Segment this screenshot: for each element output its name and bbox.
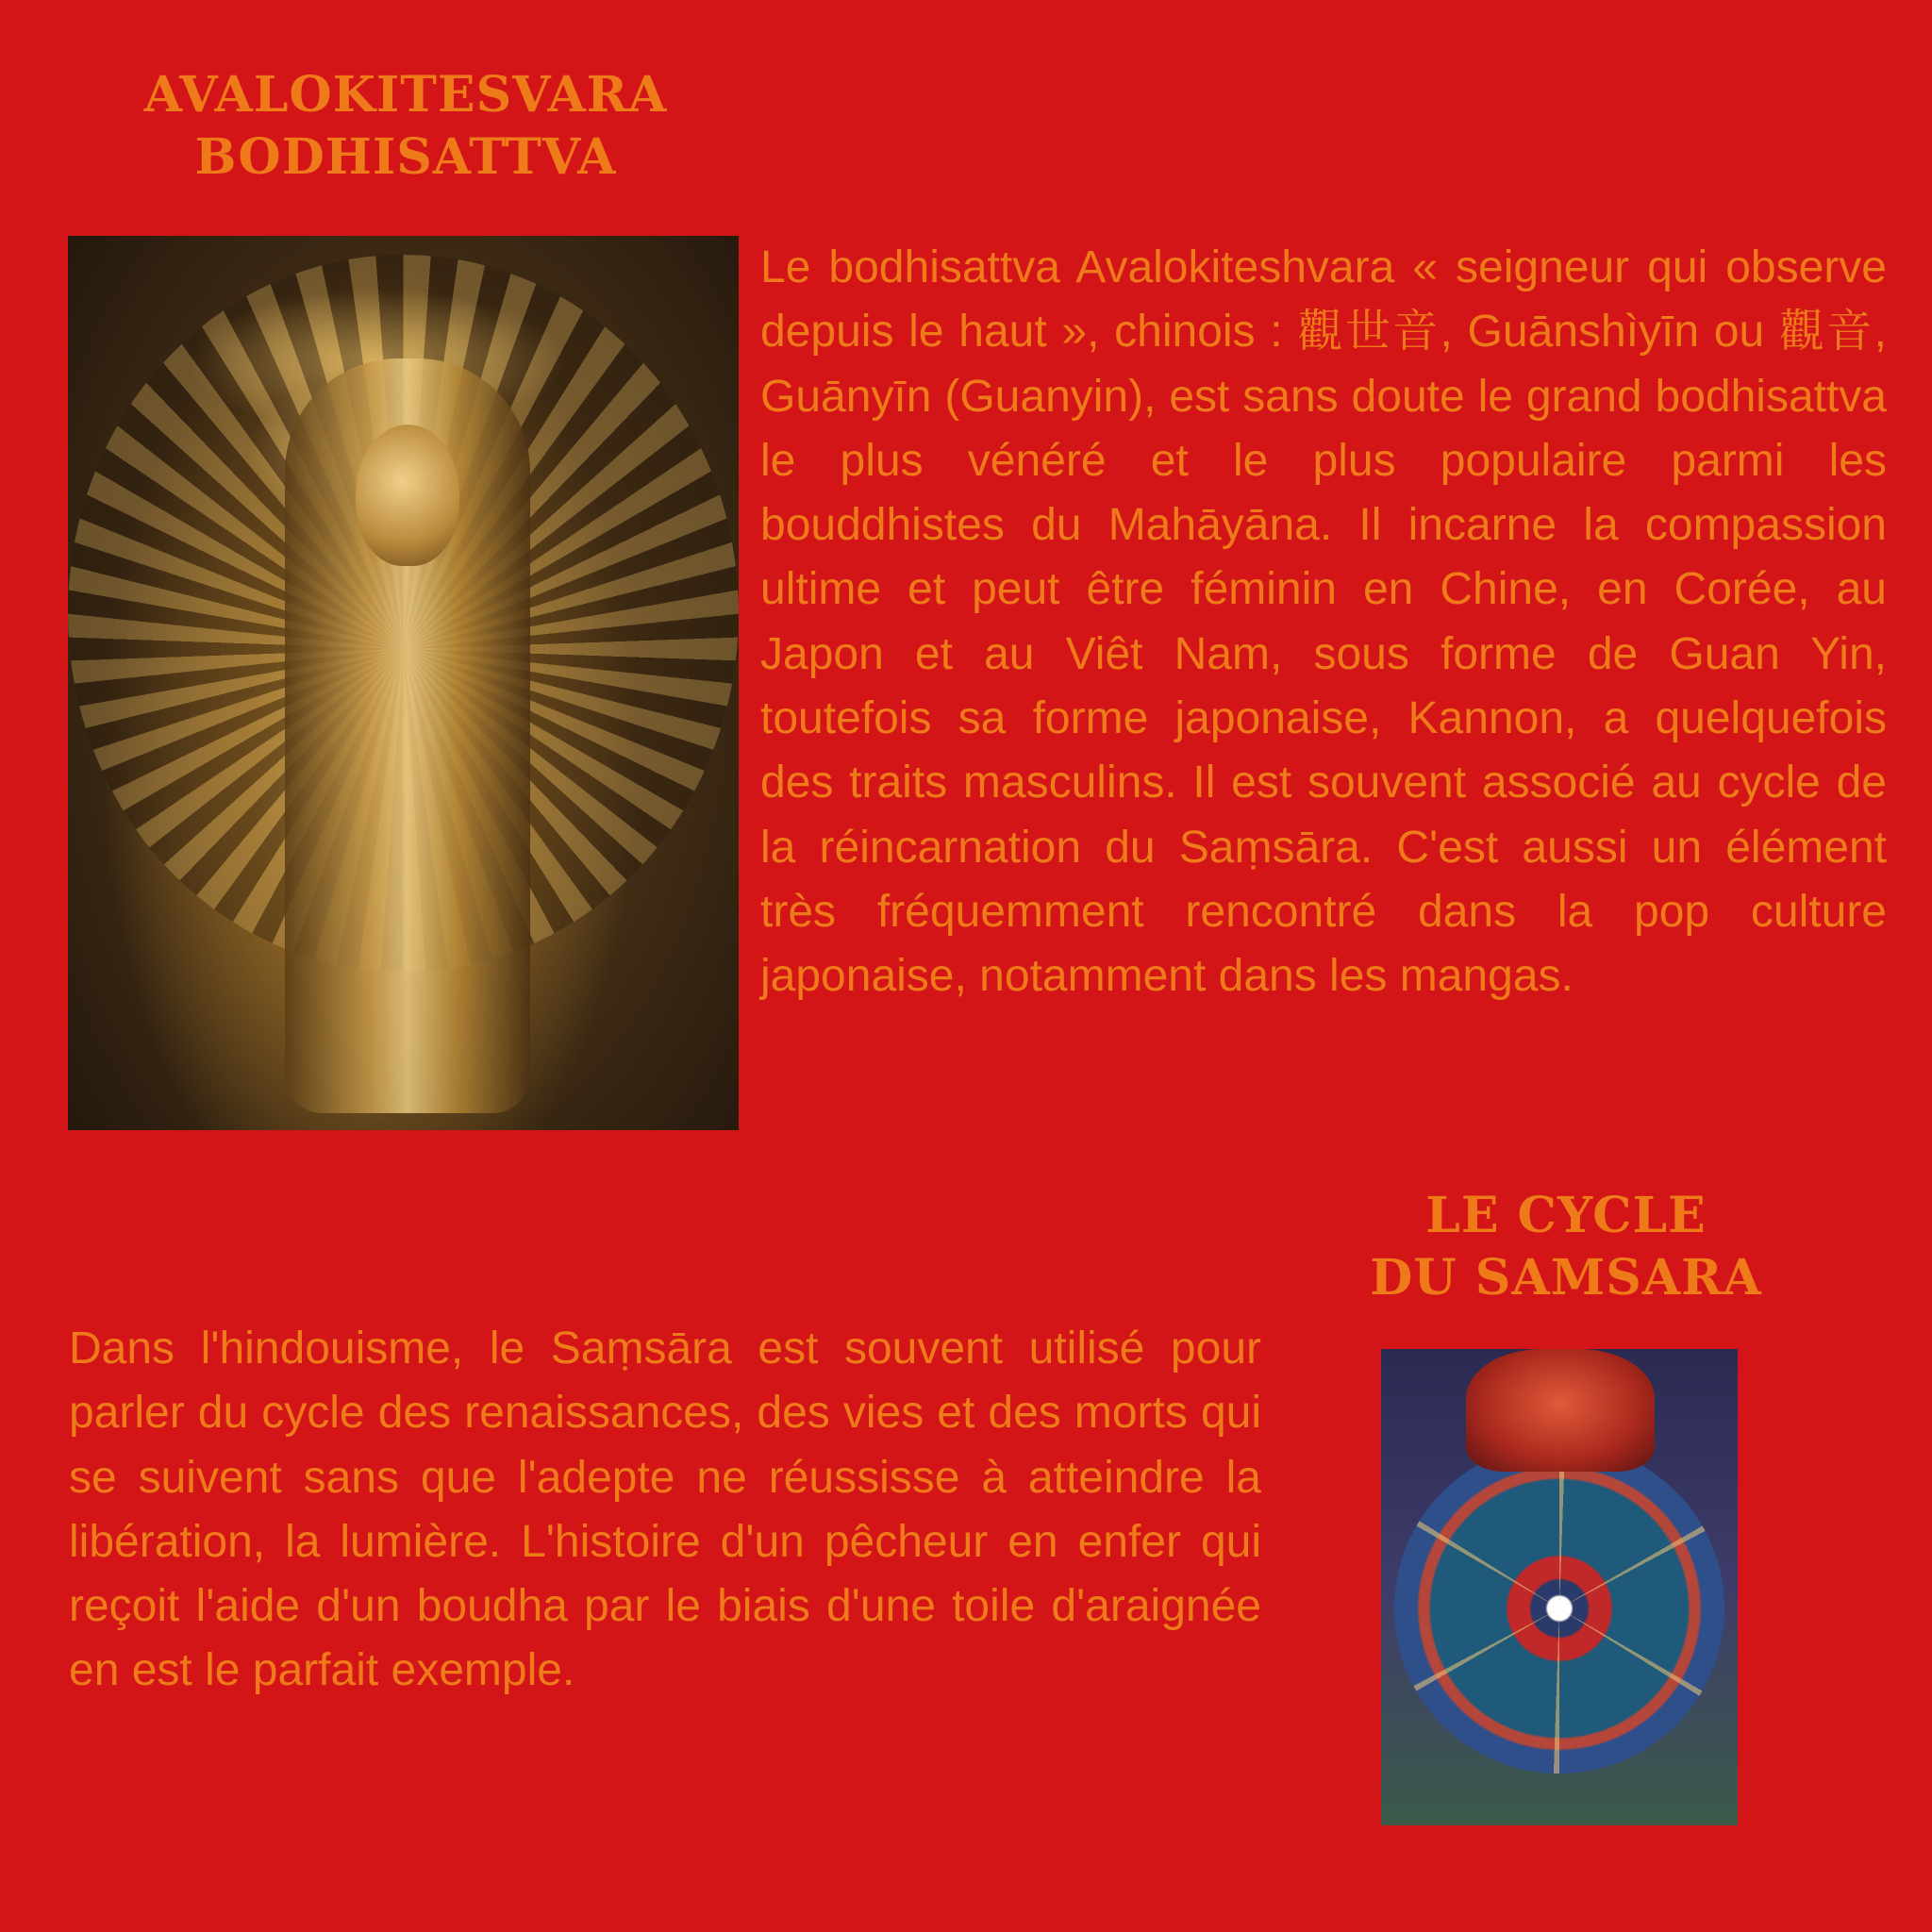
- avalokitesvara-paragraph: Le bodhisattva Avalokiteshvara « seigneur qui observe depuis le haut », chinois : 觀世音, Guānshìyīn ou 觀音, Guānyīn (Guanyin), est sans doute le grand bodhisattva le plus vénéré et le plus populaire parmi les bouddhistes du Mahāyāna. Il incarne la compassion ultime et peut être féminin en Chine, en Corée, au Japon et au Viêt Nam, sous forme de Guan Yin, toutefois sa forme japonaise, Kannon, a quelquefois des traits masculins. Il est souvent associé au cycle de la réincarnation du Saṃsāra. C'est aussi un élément très fréquemment rencontré dans la pop culture japonaise, notamment dans les mangas.: [760, 242, 1887, 1002]
- wheel-spokes: [1394, 1443, 1724, 1774]
- wheel-demon-head: [1466, 1349, 1655, 1472]
- samsara-title-line-1: LE CYCLE: [1425, 1187, 1707, 1244]
- samsara-title-line-2: DU SAMSARA: [1370, 1249, 1762, 1307]
- samsara-title: [1302, 1185, 1830, 1309]
- avalokitesvara-title-line-2: BODHISATTVA: [194, 128, 617, 186]
- avalokitesvara-title: [94, 64, 717, 189]
- avalokitesvara-statue-image: [68, 236, 739, 1130]
- statue-head: [356, 425, 459, 566]
- wheel-of-life-thangka-image: [1381, 1349, 1738, 1825]
- avalokitesvara-title-line-1: AVALOKITESVARA: [143, 66, 668, 124]
- samsara-paragraph: Dans l'hindouisme, le Saṃsāra est souvent utilisé pour parler du cycle des renaissances, des vies et des morts qui se suivent sans que l'adepte ne réussisse à atteindre la libération, la lumière. L'histoire d'un pêcheur en enfer qui reçoit l'aide d'un boudha par le biais d'une toile d'araignée en est le parfait exemple.: [69, 1324, 1261, 1696]
